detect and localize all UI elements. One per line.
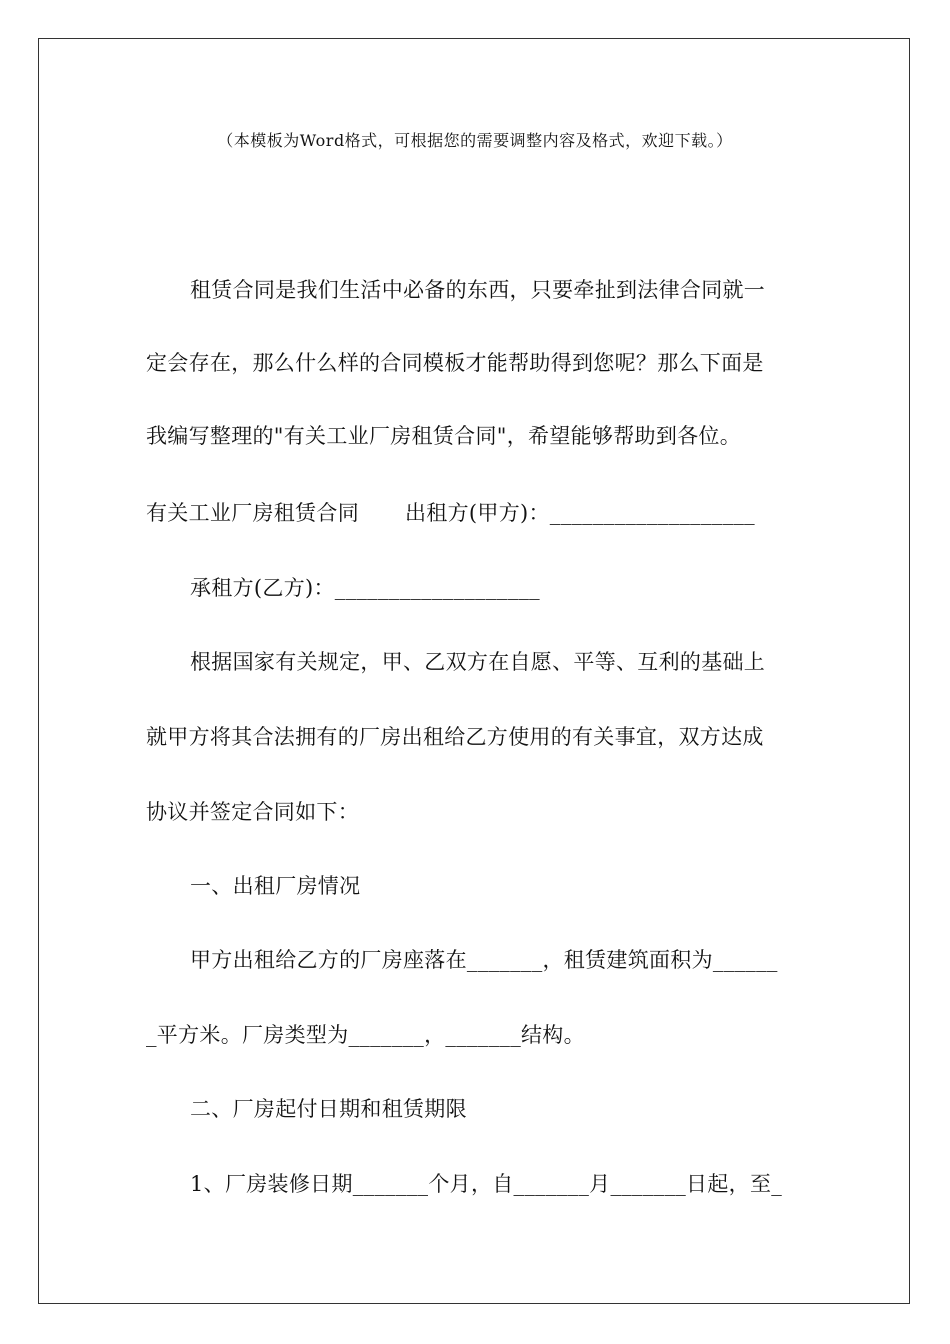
- lessor-line: 出租方(甲方)：___________________: [405, 501, 755, 525]
- section-2-item-1: 1、厂房装修日期_______个月，自_______月_______日起，至_: [190, 1172, 783, 1196]
- intro-line-1: 租赁合同是我们生活中必备的东西，只要牵扯到法律合同就一: [190, 278, 766, 302]
- intro-line-2: 定会存在，那么什么样的合同模板才能帮助得到您呢？那么下面是: [146, 351, 764, 375]
- preamble-line-1: 根据国家有关规定，甲、乙双方在自愿、平等、互利的基础上: [190, 650, 766, 674]
- section-1-line-1: 甲方出租给乙方的厂房座落在_______，租赁建筑面积为______: [190, 948, 778, 972]
- template-note: （本模板为Word格式，可根据您的需要调整内容及格式，欢迎下载。）: [217, 131, 733, 150]
- contract-title: 有关工业厂房租赁合同: [146, 501, 359, 525]
- preamble-line-3: 协议并签定合同如下：: [146, 800, 359, 824]
- section-1-heading: 一、出租厂房情况: [190, 874, 361, 898]
- preamble-line-2: 就甲方将其合法拥有的厂房出租给乙方使用的有关事宜，双方达成: [146, 725, 764, 749]
- section-2-heading: 二、厂房起付日期和租赁期限: [190, 1097, 467, 1121]
- contract-title-row: [146, 498, 755, 528]
- intro-line-3: 我编写整理的"有关工业厂房租赁合同"，希望能够帮助到各位。: [146, 424, 742, 448]
- section-1-line-2: _平方米。厂房类型为_______，_______结构。: [146, 1023, 585, 1047]
- lessee-line: 承租方(乙方)：___________________: [190, 576, 540, 600]
